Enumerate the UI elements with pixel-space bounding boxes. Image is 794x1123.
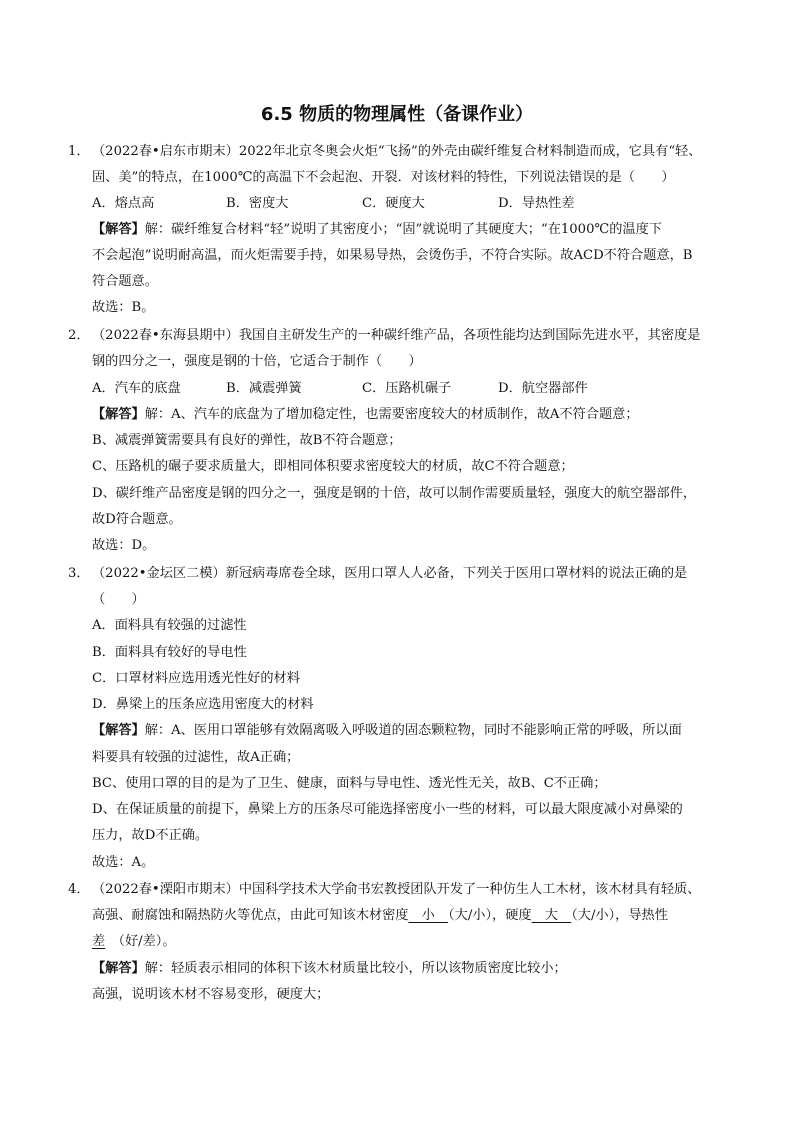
question-2-choice: 故选：D。 xyxy=(92,538,156,553)
question-1-answer-line-3: 符合题意。 xyxy=(92,274,158,289)
question-number-2: 2． xyxy=(68,328,90,343)
question-4-stem-line-1: （2022春•溧阳市期末）中国科学技术大学俞书宏教授团队开发了一种仿生人工木材，该木材具有轻质、 xyxy=(92,882,701,897)
question-3-option-d: D．鼻梁上的压条应选用密度大的材料 xyxy=(92,697,314,712)
question-4-stem-line-2 xyxy=(92,907,668,925)
question-1-choice: 故选：B。 xyxy=(92,300,155,315)
question-3-answer-line-4: D、在保证质量的前提下，鼻梁上方的压条尽可能选择密度小一些的材料，可以最大限度减小对鼻梁的 xyxy=(92,802,683,817)
page-title: 6.5 物质的物理属性（备课作业） xyxy=(260,104,534,125)
question-1-option-b: B．密度大 xyxy=(226,196,289,211)
question-2-option-b: B．减震弹簧 xyxy=(226,381,302,396)
question-4-stem-line-3 xyxy=(92,933,176,951)
question-number-3: 3． xyxy=(68,566,90,581)
stem-text: （大/小），硬度 xyxy=(448,908,532,923)
answer-tag: 【解答】 xyxy=(92,723,145,738)
answer-tag: 【解答】 xyxy=(92,407,145,422)
question-3-stem-line-1: （2022•金坛区二模）新冠病毒席卷全球，医用口罩人人必备，下列关于医用口罩材料的说法正确的是 xyxy=(92,566,688,581)
question-3-option-c: C．口罩材料应选用透光性好的材料 xyxy=(92,671,300,686)
question-3-answer-line-3: BC、使用口罩的目的是为了卫生、健康，面料与导电性、透光性无关，故B、C不正确； xyxy=(92,776,607,791)
answer-text: 解：碳纤维复合材料“轻”说明了其密度小；“固”就说明了其硬度大；“在1000℃的温度下 xyxy=(144,222,662,237)
answer-text: 解：轻质表示相同的体积下该木材质量比较小，所以该物质密度比较小； xyxy=(144,961,567,976)
question-2-answer-line-4: D、碳纤维产品密度是钢的四分之一，强度是钢的十倍，故可以制作需要质量轻，强度大的航空器部件， xyxy=(92,486,697,501)
question-3-choice: 故选：A。 xyxy=(92,855,155,870)
stem-text: 高强、耐腐蚀和隔热防火等优点，由此可知该木材密度 xyxy=(92,908,409,923)
question-3-answer-line-2: 料要具有较强的过滤性，故A正确； xyxy=(92,750,300,765)
question-2-answer-line-1 xyxy=(92,406,639,424)
question-2-answer-line-5: 故D符合题意。 xyxy=(92,512,182,527)
question-1-option-c: C．硬度大 xyxy=(362,196,425,211)
stem-text: （大/小），导热性 xyxy=(571,908,668,923)
question-2-stem-line-2: 钢的四分之一，强度是钢的十倍，它适合于制作（ ） xyxy=(92,354,422,369)
answer-tag: 【解答】 xyxy=(92,961,145,976)
blank-answer-hardness: 大 xyxy=(531,908,572,923)
stem-text: （好/差）。 xyxy=(105,934,176,949)
question-3-answer-line-5: 压力，故D不正确。 xyxy=(92,828,209,843)
question-1-stem-line-1: （2022春•启东市期末）2022年北京冬奥会火炬“飞扬”的外壳由碳纤维复合材料制造而成，它具有“轻、 xyxy=(92,144,702,159)
question-2-option-c: C．压路机碾子 xyxy=(362,381,452,396)
question-2-option-a: A．汽车的底盘 xyxy=(92,381,181,396)
answer-text: 解：A、医用口罩能够有效隔离吸入呼吸道的固态颗粒物，同时不能影响正常的呼吸，所以面 xyxy=(144,723,682,738)
question-1-option-d: D．导热性差 xyxy=(498,196,575,211)
answer-text: 解：A、汽车的底盘为了增加稳定性，也需要密度较大的材质制作，故A不符合题意； xyxy=(144,407,639,422)
question-4-answer-line-2: 高强，说明该木材不容易变形，硬度大； xyxy=(92,987,330,1002)
question-1-option-a: A．熔点高 xyxy=(92,196,155,211)
question-4-answer-line-1 xyxy=(92,960,567,978)
question-1-answer-line-1 xyxy=(92,221,662,239)
question-2-option-d: D．航空器部件 xyxy=(498,381,588,396)
blank-answer-conductivity: 差 xyxy=(92,934,106,949)
question-3-option-b: B．面料具有较好的导电性 xyxy=(92,645,247,660)
answer-tag: 【解答】 xyxy=(92,222,145,237)
blank-answer-density: 小 xyxy=(408,908,449,923)
question-number-1: 1． xyxy=(68,144,90,159)
question-3-answer-line-1 xyxy=(92,722,682,740)
question-3-option-a: A．面料具有较强的过滤性 xyxy=(92,618,247,633)
question-2-answer-line-3: C、压路机的碾子要求质量大，即相同体积要求密度较大的材质，故C不符合题意； xyxy=(92,459,574,474)
question-2-answer-line-2: B、减震弹簧需要具有良好的弹性，故B不符合题意； xyxy=(92,433,402,448)
question-1-stem-line-2: 固、美”的特点，在1000℃的高温下不会起泡、开裂．对该材料的特性，下列说法错误的是（ ） xyxy=(92,170,675,185)
question-3-stem-line-2: （ ） xyxy=(92,592,145,607)
question-2-stem-line-1: （2022春•东海县期中）我国自主研发生产的一种碳纤维产品，各项性能均达到国际先进水平，其密度是 xyxy=(92,328,701,343)
question-number-4: 4． xyxy=(68,882,90,897)
question-1-answer-line-2: 不会起泡”说明耐高温，而火炬需要手持，如果易导热，会烫伤手，不符合实际。故ACD不符合题意，B xyxy=(92,248,693,263)
